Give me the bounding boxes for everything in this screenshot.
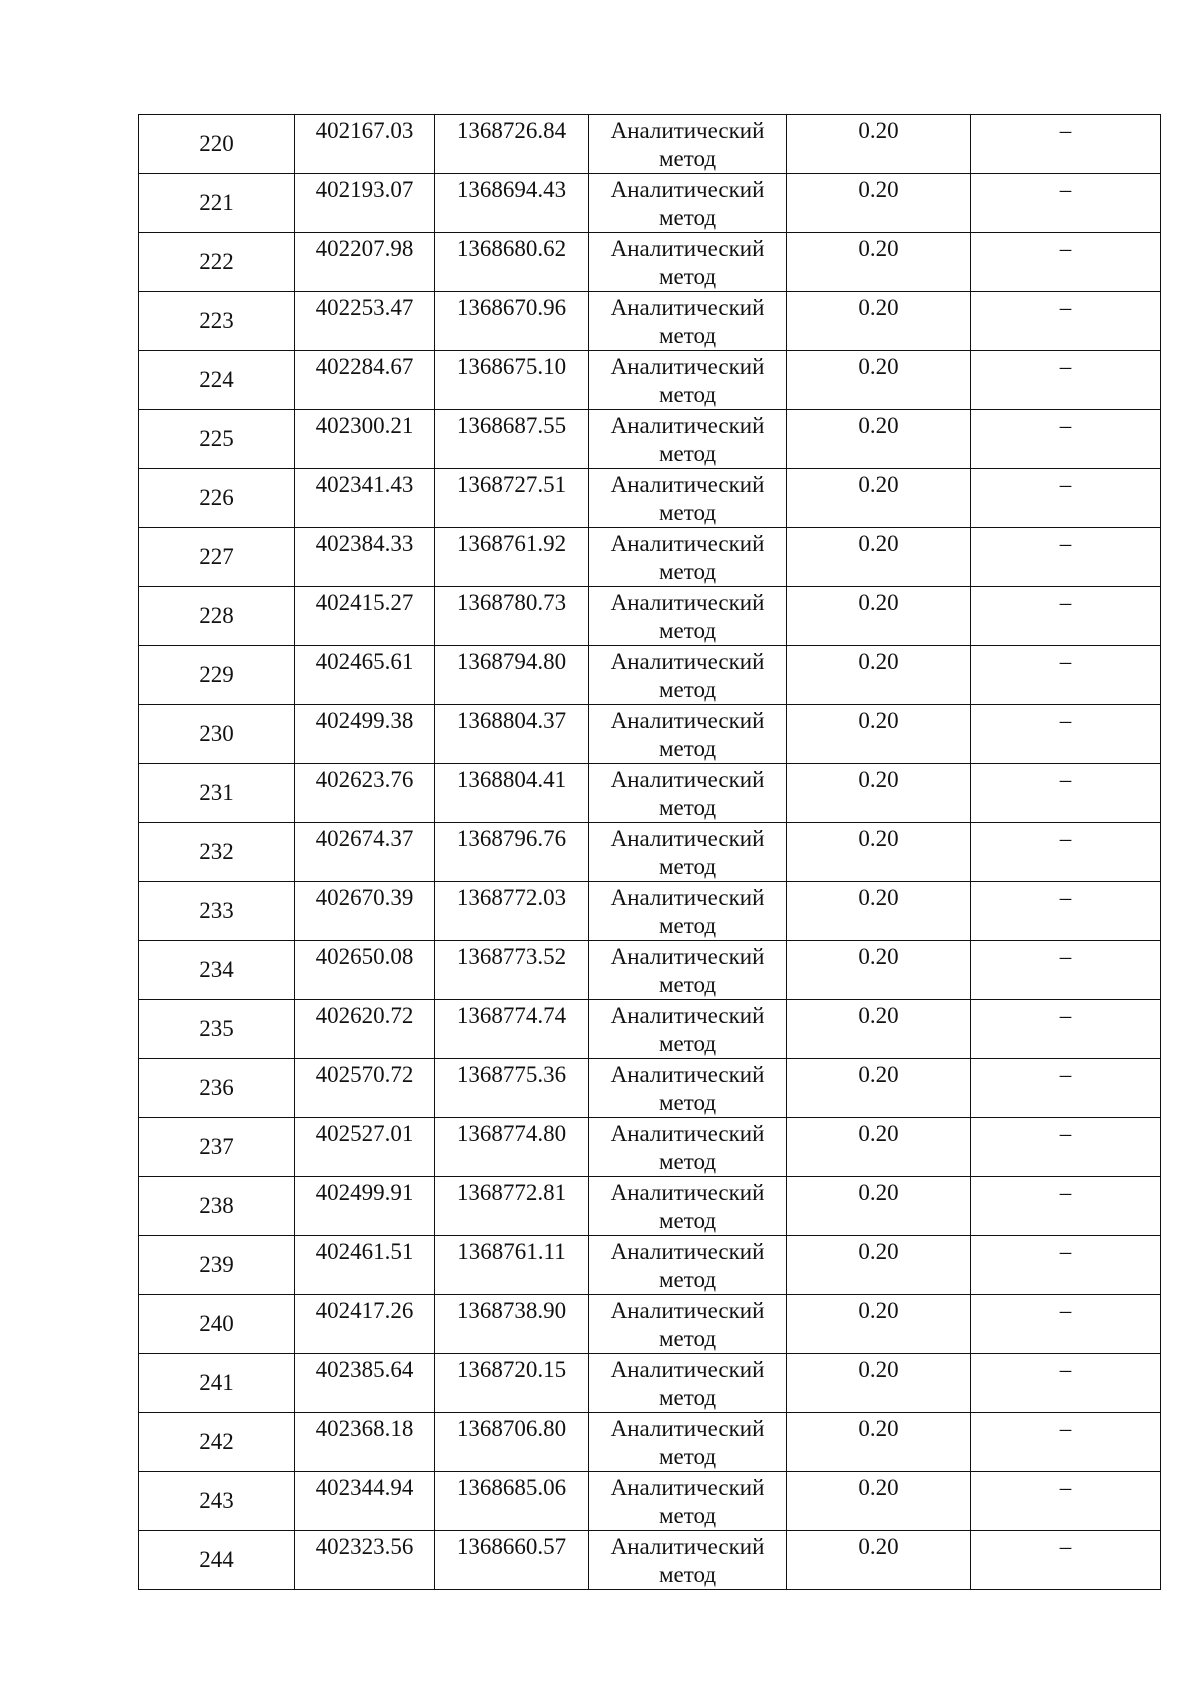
method-line-2: метод — [658, 1444, 717, 1469]
point-number-cell: 234 — [139, 941, 295, 1000]
method-line-1: Аналитический — [610, 236, 765, 261]
method-cell — [589, 941, 787, 1000]
accuracy-cell: 0.20 — [787, 1236, 971, 1295]
table-row — [139, 882, 1161, 941]
method-line-1: Аналитический — [610, 708, 765, 733]
method-line-1: Аналитический — [610, 590, 765, 615]
y-coordinate-cell: 1368780.73 — [435, 587, 589, 646]
y-coordinate-cell: 1368804.41 — [435, 764, 589, 823]
table-row — [139, 646, 1161, 705]
table-row — [139, 1059, 1161, 1118]
y-coordinate-cell: 1368738.90 — [435, 1295, 589, 1354]
x-coordinate-cell: 402193.07 — [295, 174, 435, 233]
method-line-2: метод — [658, 736, 717, 761]
method-line-2: метод — [658, 1562, 717, 1587]
method-line-1: Аналитический — [610, 118, 765, 143]
accuracy-cell: 0.20 — [787, 882, 971, 941]
point-number-cell: 229 — [139, 646, 295, 705]
method-line-2: метод — [658, 1267, 717, 1292]
point-number-cell: 242 — [139, 1413, 295, 1472]
accuracy-cell: 0.20 — [787, 528, 971, 587]
table-row — [139, 1413, 1161, 1472]
method-line-1: Аналитический — [610, 767, 765, 792]
y-coordinate-cell: 1368794.80 — [435, 646, 589, 705]
accuracy-cell: 0.20 — [787, 233, 971, 292]
accuracy-cell: 0.20 — [787, 1000, 971, 1059]
table-row — [139, 174, 1161, 233]
method-line-1: Аналитический — [610, 1416, 765, 1441]
method-cell — [589, 1354, 787, 1413]
accuracy-cell: 0.20 — [787, 292, 971, 351]
y-coordinate-cell: 1368761.92 — [435, 528, 589, 587]
y-coordinate-cell: 1368773.52 — [435, 941, 589, 1000]
x-coordinate-cell: 402323.56 — [295, 1531, 435, 1590]
method-line-1: Аналитический — [610, 1357, 765, 1382]
x-coordinate-cell: 402341.43 — [295, 469, 435, 528]
x-coordinate-cell: 402465.61 — [295, 646, 435, 705]
method-cell — [589, 587, 787, 646]
x-coordinate-cell: 402415.27 — [295, 587, 435, 646]
note-cell: – — [971, 1413, 1161, 1472]
method-cell — [589, 528, 787, 587]
point-number-cell: 239 — [139, 1236, 295, 1295]
accuracy-cell: 0.20 — [787, 705, 971, 764]
note-cell: – — [971, 233, 1161, 292]
note-cell: – — [971, 1354, 1161, 1413]
method-cell — [589, 1059, 787, 1118]
method-line-1: Аналитический — [610, 944, 765, 969]
accuracy-cell: 0.20 — [787, 764, 971, 823]
y-coordinate-cell: 1368680.62 — [435, 233, 589, 292]
point-number-cell: 230 — [139, 705, 295, 764]
table-row — [139, 1295, 1161, 1354]
accuracy-cell: 0.20 — [787, 587, 971, 646]
point-number-cell: 236 — [139, 1059, 295, 1118]
x-coordinate-cell: 402284.67 — [295, 351, 435, 410]
y-coordinate-cell: 1368775.36 — [435, 1059, 589, 1118]
y-coordinate-cell: 1368694.43 — [435, 174, 589, 233]
y-coordinate-cell: 1368685.06 — [435, 1472, 589, 1531]
x-coordinate-cell: 402670.39 — [295, 882, 435, 941]
table-row — [139, 351, 1161, 410]
x-coordinate-cell: 402620.72 — [295, 1000, 435, 1059]
method-line-2: метод — [658, 500, 717, 525]
point-number-cell: 237 — [139, 1118, 295, 1177]
table-row — [139, 1472, 1161, 1531]
point-number-cell: 233 — [139, 882, 295, 941]
note-cell: – — [971, 115, 1161, 174]
y-coordinate-cell: 1368772.03 — [435, 882, 589, 941]
method-cell — [589, 1000, 787, 1059]
table-row — [139, 115, 1161, 174]
method-line-1: Аналитический — [610, 649, 765, 674]
y-coordinate-cell: 1368675.10 — [435, 351, 589, 410]
point-number-cell: 220 — [139, 115, 295, 174]
x-coordinate-cell: 402167.03 — [295, 115, 435, 174]
table-row — [139, 705, 1161, 764]
note-cell: – — [971, 823, 1161, 882]
method-line-2: метод — [658, 1385, 717, 1410]
method-cell — [589, 292, 787, 351]
method-line-1: Аналитический — [610, 531, 765, 556]
y-coordinate-cell: 1368670.96 — [435, 292, 589, 351]
method-line-2: метод — [658, 382, 717, 407]
x-coordinate-cell: 402207.98 — [295, 233, 435, 292]
note-cell: – — [971, 174, 1161, 233]
method-cell — [589, 1472, 787, 1531]
accuracy-cell: 0.20 — [787, 1354, 971, 1413]
method-cell — [589, 469, 787, 528]
x-coordinate-cell: 402368.18 — [295, 1413, 435, 1472]
method-line-1: Аналитический — [610, 1062, 765, 1087]
accuracy-cell: 0.20 — [787, 469, 971, 528]
method-line-2: метод — [658, 854, 717, 879]
method-cell — [589, 646, 787, 705]
method-line-1: Аналитический — [610, 295, 765, 320]
point-number-cell: 222 — [139, 233, 295, 292]
method-line-2: метод — [658, 1149, 717, 1174]
y-coordinate-cell: 1368727.51 — [435, 469, 589, 528]
y-coordinate-cell: 1368761.11 — [435, 1236, 589, 1295]
method-cell — [589, 1531, 787, 1590]
table-row — [139, 1177, 1161, 1236]
method-line-2: метод — [658, 441, 717, 466]
method-line-1: Аналитический — [610, 1239, 765, 1264]
point-number-cell: 241 — [139, 1354, 295, 1413]
method-line-2: метод — [658, 323, 717, 348]
method-line-1: Аналитический — [610, 1534, 765, 1559]
point-number-cell: 240 — [139, 1295, 295, 1354]
table-row — [139, 233, 1161, 292]
method-line-1: Аналитический — [610, 1475, 765, 1500]
note-cell: – — [971, 1295, 1161, 1354]
method-line-2: метод — [658, 146, 717, 171]
table-row — [139, 292, 1161, 351]
y-coordinate-cell: 1368774.74 — [435, 1000, 589, 1059]
x-coordinate-cell: 402344.94 — [295, 1472, 435, 1531]
point-number-cell: 224 — [139, 351, 295, 410]
note-cell: – — [971, 1059, 1161, 1118]
method-line-2: метод — [658, 1503, 717, 1528]
y-coordinate-cell: 1368687.55 — [435, 410, 589, 469]
method-cell — [589, 1177, 787, 1236]
x-coordinate-cell: 402527.01 — [295, 1118, 435, 1177]
table-row — [139, 823, 1161, 882]
method-cell — [589, 882, 787, 941]
method-line-1: Аналитический — [610, 885, 765, 910]
note-cell: – — [971, 528, 1161, 587]
method-line-2: метод — [658, 913, 717, 938]
method-line-2: метод — [658, 559, 717, 584]
note-cell: – — [971, 941, 1161, 1000]
y-coordinate-cell: 1368660.57 — [435, 1531, 589, 1590]
note-cell: – — [971, 1177, 1161, 1236]
x-coordinate-cell: 402570.72 — [295, 1059, 435, 1118]
method-line-2: метод — [658, 618, 717, 643]
point-number-cell: 243 — [139, 1472, 295, 1531]
note-cell: – — [971, 764, 1161, 823]
table-row — [139, 1000, 1161, 1059]
x-coordinate-cell: 402674.37 — [295, 823, 435, 882]
point-number-cell: 225 — [139, 410, 295, 469]
method-cell — [589, 1236, 787, 1295]
note-cell: – — [971, 1000, 1161, 1059]
x-coordinate-cell: 402384.33 — [295, 528, 435, 587]
accuracy-cell: 0.20 — [787, 115, 971, 174]
y-coordinate-cell: 1368772.81 — [435, 1177, 589, 1236]
point-number-cell: 223 — [139, 292, 295, 351]
y-coordinate-cell: 1368804.37 — [435, 705, 589, 764]
method-line-2: метод — [658, 972, 717, 997]
accuracy-cell: 0.20 — [787, 1472, 971, 1531]
method-cell — [589, 174, 787, 233]
point-number-cell: 228 — [139, 587, 295, 646]
x-coordinate-cell: 402461.51 — [295, 1236, 435, 1295]
note-cell: – — [971, 292, 1161, 351]
accuracy-cell: 0.20 — [787, 941, 971, 1000]
table-row — [139, 528, 1161, 587]
method-cell — [589, 233, 787, 292]
table-row — [139, 410, 1161, 469]
accuracy-cell: 0.20 — [787, 1177, 971, 1236]
note-cell: – — [971, 882, 1161, 941]
method-line-2: метод — [658, 1031, 717, 1056]
method-line-2: метод — [658, 1326, 717, 1351]
x-coordinate-cell: 402417.26 — [295, 1295, 435, 1354]
point-number-cell: 221 — [139, 174, 295, 233]
accuracy-cell: 0.20 — [787, 1413, 971, 1472]
y-coordinate-cell: 1368726.84 — [435, 115, 589, 174]
method-cell — [589, 1118, 787, 1177]
method-cell — [589, 115, 787, 174]
accuracy-cell: 0.20 — [787, 646, 971, 705]
note-cell: – — [971, 1531, 1161, 1590]
method-line-1: Аналитический — [610, 177, 765, 202]
accuracy-cell: 0.20 — [787, 1118, 971, 1177]
x-coordinate-cell: 402499.91 — [295, 1177, 435, 1236]
point-number-cell: 238 — [139, 1177, 295, 1236]
table-row — [139, 1118, 1161, 1177]
note-cell: – — [971, 587, 1161, 646]
point-number-cell: 231 — [139, 764, 295, 823]
table-row — [139, 1531, 1161, 1590]
method-line-2: метод — [658, 1208, 717, 1233]
note-cell: – — [971, 1118, 1161, 1177]
method-cell — [589, 764, 787, 823]
x-coordinate-cell: 402300.21 — [295, 410, 435, 469]
note-cell: – — [971, 1472, 1161, 1531]
y-coordinate-cell: 1368720.15 — [435, 1354, 589, 1413]
point-number-cell: 232 — [139, 823, 295, 882]
table-row — [139, 764, 1161, 823]
table-row — [139, 1354, 1161, 1413]
x-coordinate-cell: 402253.47 — [295, 292, 435, 351]
point-number-cell: 226 — [139, 469, 295, 528]
accuracy-cell: 0.20 — [787, 823, 971, 882]
method-cell — [589, 1295, 787, 1354]
table-row — [139, 941, 1161, 1000]
method-cell — [589, 351, 787, 410]
x-coordinate-cell: 402499.38 — [295, 705, 435, 764]
note-cell: – — [971, 705, 1161, 764]
method-cell — [589, 1413, 787, 1472]
method-line-2: метод — [658, 205, 717, 230]
point-number-cell: 235 — [139, 1000, 295, 1059]
method-line-1: Аналитический — [610, 354, 765, 379]
method-line-1: Аналитический — [610, 1180, 765, 1205]
method-line-2: метод — [658, 264, 717, 289]
method-line-2: метод — [658, 1090, 717, 1115]
method-line-1: Аналитический — [610, 1298, 765, 1323]
table-body — [139, 115, 1161, 1590]
accuracy-cell: 0.20 — [787, 174, 971, 233]
y-coordinate-cell: 1368796.76 — [435, 823, 589, 882]
table-row — [139, 587, 1161, 646]
method-line-1: Аналитический — [610, 1003, 765, 1028]
method-line-1: Аналитический — [610, 413, 765, 438]
note-cell: – — [971, 410, 1161, 469]
accuracy-cell: 0.20 — [787, 410, 971, 469]
coordinates-table — [138, 114, 1161, 1590]
note-cell: – — [971, 469, 1161, 528]
note-cell: – — [971, 1236, 1161, 1295]
method-line-2: метод — [658, 677, 717, 702]
point-number-cell: 227 — [139, 528, 295, 587]
y-coordinate-cell: 1368706.80 — [435, 1413, 589, 1472]
x-coordinate-cell: 402650.08 — [295, 941, 435, 1000]
method-line-1: Аналитический — [610, 826, 765, 851]
x-coordinate-cell: 402623.76 — [295, 764, 435, 823]
method-line-1: Аналитический — [610, 1121, 765, 1146]
table-row — [139, 1236, 1161, 1295]
accuracy-cell: 0.20 — [787, 1295, 971, 1354]
accuracy-cell: 0.20 — [787, 1059, 971, 1118]
y-coordinate-cell: 1368774.80 — [435, 1118, 589, 1177]
note-cell: – — [971, 351, 1161, 410]
method-cell — [589, 410, 787, 469]
accuracy-cell: 0.20 — [787, 351, 971, 410]
note-cell: – — [971, 646, 1161, 705]
accuracy-cell: 0.20 — [787, 1531, 971, 1590]
table-row — [139, 469, 1161, 528]
method-cell — [589, 705, 787, 764]
point-number-cell: 244 — [139, 1531, 295, 1590]
x-coordinate-cell: 402385.64 — [295, 1354, 435, 1413]
method-cell — [589, 823, 787, 882]
method-line-2: метод — [658, 795, 717, 820]
method-line-1: Аналитический — [610, 472, 765, 497]
